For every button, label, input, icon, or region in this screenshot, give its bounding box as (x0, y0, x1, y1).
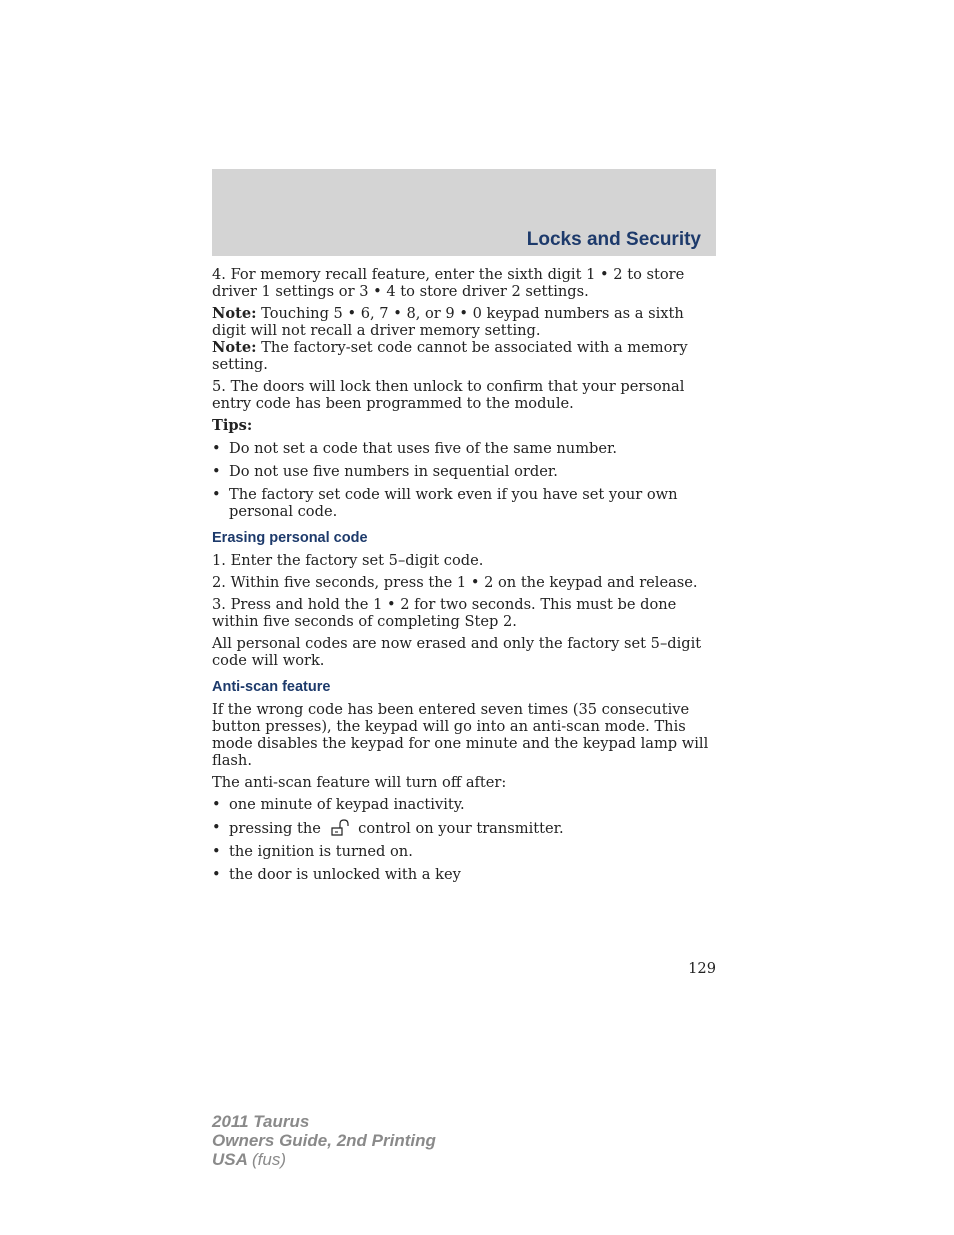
erasing-step: 3. Press and hold the 1 • 2 for two seconds. This must be done within five seconds of completing Step 2. (212, 596, 677, 630)
list-item: • pressing the control on your transmitter. (212, 819, 564, 837)
footer-model: 2011 Taurus (212, 1112, 310, 1131)
section-header-band (212, 169, 716, 256)
note-2 (212, 339, 716, 373)
unlock-icon (326, 819, 354, 836)
list-item: • The factory set code will work even if you have set your own personal code. (212, 486, 678, 520)
bullet-icon: • (212, 866, 221, 883)
note-1-text: Touching 5 • 6, 7 • 8, or 9 • 0 keypad numbers as a sixth digit will not recall a driver memory setting. (212, 305, 684, 339)
section-title: Locks and Security (526, 229, 701, 250)
footer-guide: Owners Guide, 2nd Printing (212, 1131, 436, 1150)
page-number: 129 (688, 960, 716, 977)
erasing-heading: Erasing personal code (212, 530, 368, 546)
erasing-step: 2. Within five seconds, press the 1 • 2 on the keypad and release. (212, 574, 698, 591)
antiscan-paragraph: If the wrong code has been entered seven times (35 consecutive button presses), the keypad will go into an anti-scan mode. This mode disables the keypad for one minute and the keypad lamp will flash. (212, 701, 709, 769)
footer-region: USA (fus) (212, 1150, 286, 1169)
list-item: • Do not set a code that uses five of the same number. (212, 440, 618, 457)
bullet-icon: • (212, 486, 221, 503)
page-content (212, 266, 716, 889)
note-2-text: The factory-set code cannot be associated with a memory setting. (212, 339, 688, 373)
bullet-icon: • (212, 440, 221, 457)
note-1-label: Note: (212, 305, 257, 322)
bullet-icon: • (212, 796, 221, 813)
bullet-icon: • (212, 463, 221, 480)
step-4-paragraph: 4. For memory recall feature, enter the sixth digit 1 • 2 to store driver 1 settings or 3 • 4 to store driver 2 settings. (212, 266, 685, 300)
tips-list (212, 440, 716, 520)
list-item: • one minute of keypad inactivity. (212, 796, 465, 813)
bullet-icon: • (212, 843, 221, 860)
erasing-step: 1. Enter the factory set 5–digit code. (212, 552, 484, 569)
step-5-paragraph: 5. The doors will lock then unlock to confirm that your personal entry code has been programmed to the module. (212, 378, 685, 412)
bullet-icon: • (212, 819, 221, 836)
antiscan-list (212, 796, 716, 883)
list-item: • the door is unlocked with a key (212, 866, 461, 883)
erasing-result: All personal codes are now erased and only the factory set 5–digit code will work. (212, 635, 702, 669)
antiscan-lead: The anti-scan feature will turn off after: (212, 774, 507, 791)
antiscan-heading: Anti-scan feature (212, 679, 331, 695)
footer (212, 1112, 436, 1169)
note-1 (212, 305, 716, 339)
list-item: • Do not use five numbers in sequential order. (212, 463, 558, 480)
note-2-label: Note: (212, 339, 257, 356)
tips-label: Tips: (212, 417, 253, 434)
list-item: • the ignition is turned on. (212, 843, 413, 860)
